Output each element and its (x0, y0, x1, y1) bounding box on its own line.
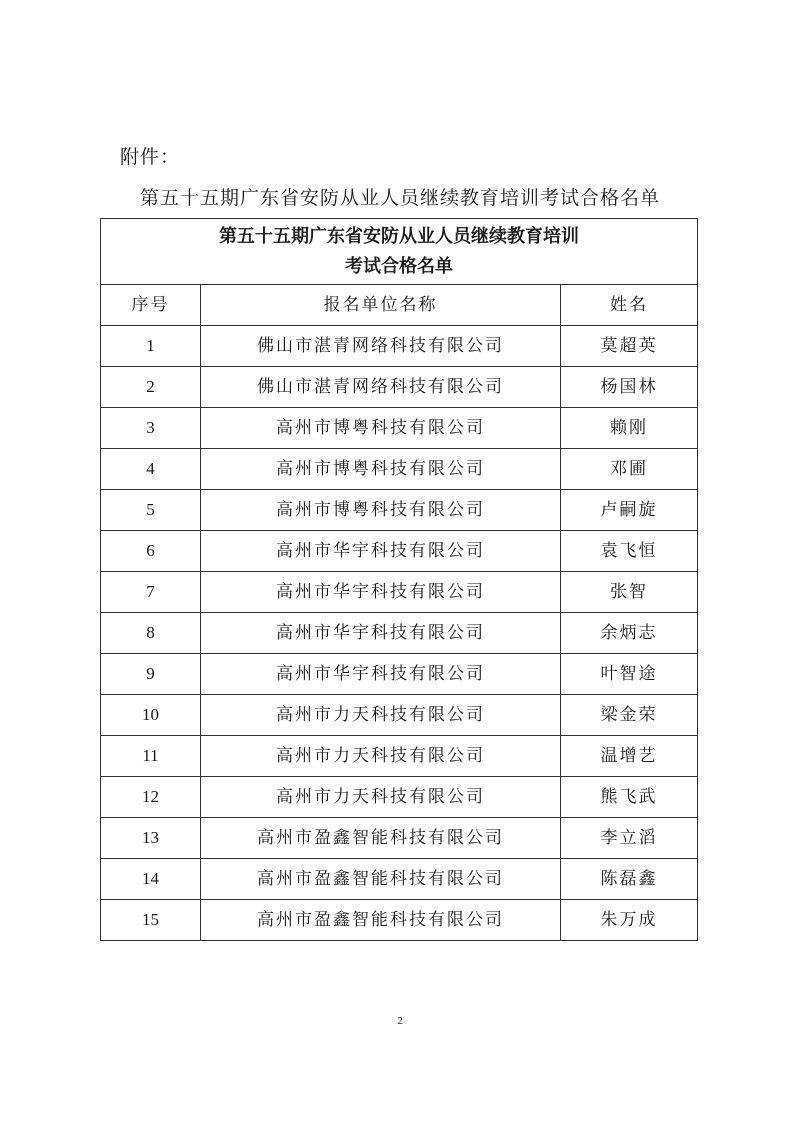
row-seq: 14 (101, 859, 201, 900)
table-title (101, 219, 698, 285)
table-title-row (101, 219, 698, 285)
row-name: 卢嗣旋 (561, 490, 698, 531)
table-row (101, 654, 698, 695)
row-seq: 9 (101, 654, 201, 695)
row-seq: 1 (101, 326, 201, 367)
row-org: 佛山市湛青网络科技有限公司 (201, 367, 561, 408)
table-row (101, 777, 698, 818)
attachment-label: 附件： (120, 146, 181, 168)
table-row (101, 531, 698, 572)
header-name: 姓名 (561, 285, 698, 326)
table-row (101, 449, 698, 490)
header-org: 报名单位名称 (201, 285, 561, 326)
row-seq: 2 (101, 367, 201, 408)
header-seq: 序号 (101, 285, 201, 326)
row-seq: 3 (101, 408, 201, 449)
row-org: 高州市华宇科技有限公司 (201, 654, 561, 695)
table-row (101, 490, 698, 531)
row-org: 高州市华宇科技有限公司 (201, 613, 561, 654)
table-row (101, 572, 698, 613)
row-org: 高州市盈鑫智能科技有限公司 (201, 818, 561, 859)
table-body (101, 219, 698, 941)
row-name: 熊飞武 (561, 777, 698, 818)
table-row (101, 818, 698, 859)
row-seq: 10 (101, 695, 201, 736)
row-org: 高州市力天科技有限公司 (201, 777, 561, 818)
table-row (101, 613, 698, 654)
page-number: 2 (397, 1015, 403, 1027)
row-org: 高州市博粤科技有限公司 (201, 449, 561, 490)
qualified-list-table (100, 218, 698, 941)
column-header-row (101, 285, 698, 326)
row-name: 李立滔 (561, 818, 698, 859)
row-seq: 4 (101, 449, 201, 490)
row-name: 莫超英 (561, 326, 698, 367)
row-name: 袁飞恒 (561, 531, 698, 572)
row-seq: 13 (101, 818, 201, 859)
row-seq: 7 (101, 572, 201, 613)
row-name: 张智 (561, 572, 698, 613)
row-org: 高州市博粤科技有限公司 (201, 408, 561, 449)
row-org: 佛山市湛青网络科技有限公司 (201, 326, 561, 367)
row-name: 朱万成 (561, 900, 698, 941)
row-name: 叶智途 (561, 654, 698, 695)
row-name: 邓圃 (561, 449, 698, 490)
row-seq: 8 (101, 613, 201, 654)
row-org: 高州市力天科技有限公司 (201, 736, 561, 777)
table-row (101, 900, 698, 941)
row-seq: 12 (101, 777, 201, 818)
table-title-line2: 考试合格名单 (345, 255, 453, 277)
row-name: 陈磊鑫 (561, 859, 698, 900)
table-row (101, 859, 698, 900)
row-name: 余炳志 (561, 613, 698, 654)
row-org: 高州市博粤科技有限公司 (201, 490, 561, 531)
table-row (101, 408, 698, 449)
row-name: 温增艺 (561, 736, 698, 777)
row-org: 高州市华宇科技有限公司 (201, 572, 561, 613)
table-row (101, 367, 698, 408)
row-name: 梁金荣 (561, 695, 698, 736)
document-title: 第五十五期广东省安防从业人员继续教育培训考试合格名单 (139, 187, 660, 209)
row-org: 高州市盈鑫智能科技有限公司 (201, 859, 561, 900)
row-seq: 15 (101, 900, 201, 941)
row-seq: 6 (101, 531, 201, 572)
row-seq: 11 (101, 736, 201, 777)
row-seq: 5 (101, 490, 201, 531)
row-name: 赖刚 (561, 408, 698, 449)
row-name: 杨国林 (561, 367, 698, 408)
row-org: 高州市力天科技有限公司 (201, 695, 561, 736)
row-org: 高州市盈鑫智能科技有限公司 (201, 900, 561, 941)
table-title-line1: 第五十五期广东省安防从业人员继续教育培训 (219, 225, 579, 247)
row-org: 高州市华宇科技有限公司 (201, 531, 561, 572)
table-row (101, 695, 698, 736)
table-row (101, 326, 698, 367)
table-row (101, 736, 698, 777)
